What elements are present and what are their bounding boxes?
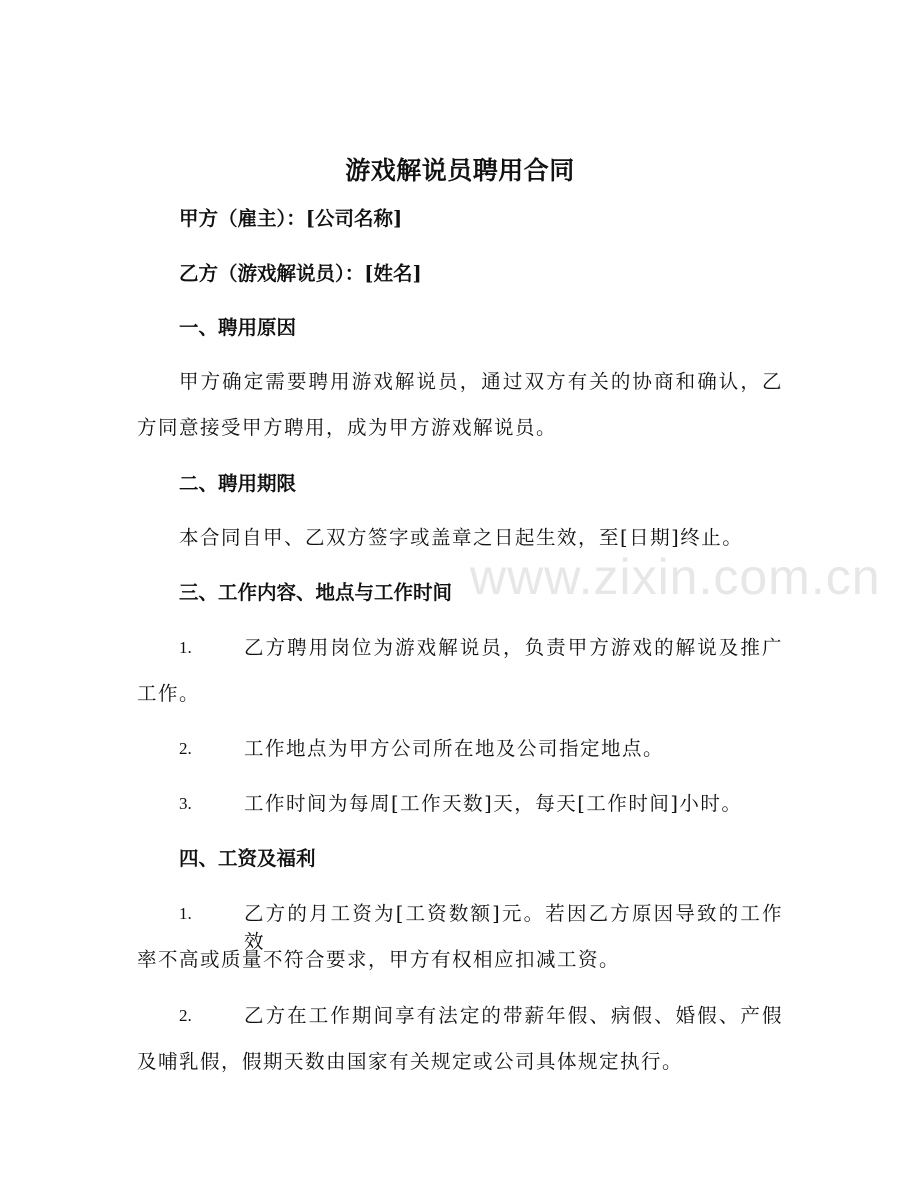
section-heading-4: 四、工资及福利 bbox=[179, 847, 316, 870]
list-item-text-line-1: 工作时间为每周[工作天数]天，每天[工作时间]小时。 bbox=[244, 792, 743, 815]
list-item-text-line-1: 乙方的月工资为[工资数额]元。若因乙方原因导致的工作效 bbox=[244, 902, 783, 953]
party-b: 乙方（游戏解说员）：[姓名] bbox=[179, 262, 422, 285]
list-item-number: 1. bbox=[179, 904, 192, 923]
list-item-text-line-2: 率不高或质量不符合要求，甲方有权相应扣减工资。 bbox=[137, 948, 621, 971]
watermark: www.zixin.com.cn bbox=[470, 549, 881, 605]
list-item-text-line-1: 乙方在工作期间享有法定的带薪年假、病假、婚假、产假 bbox=[244, 1004, 783, 1027]
section-heading-2: 二、聘用期限 bbox=[179, 472, 297, 495]
party-a: 甲方（雇主）：[公司名称] bbox=[179, 207, 403, 230]
list-item-text-line-2: 及哺乳假，假期天数由国家有关规定或公司具体规定执行。 bbox=[137, 1050, 684, 1073]
section-heading-3: 三、工作内容、地点与工作时间 bbox=[179, 581, 453, 604]
list-item-text-line-1: 工作地点为甲方公司所在地及公司指定地点。 bbox=[244, 737, 665, 760]
list-item-number: 3. bbox=[179, 794, 192, 813]
list-item-number: 2. bbox=[179, 1006, 192, 1025]
list-item-number: 2. bbox=[179, 739, 192, 758]
section-1-paragraph-line-2: 方同意接受甲方聘用，成为甲方游戏解说员。 bbox=[137, 416, 558, 439]
list-item-number: 1. bbox=[179, 638, 192, 657]
list-item-text-line-2: 工作。 bbox=[137, 682, 201, 705]
section-2-paragraph: 本合同自甲、乙双方签字或盖章之日起生效，至[日期]终止。 bbox=[179, 526, 744, 549]
section-heading-1: 一、聘用原因 bbox=[179, 316, 297, 339]
list-item-text-line-1: 乙方聘用岗位为游戏解说员，负责甲方游戏的解说及推广 bbox=[244, 636, 783, 659]
document-title: 游戏解说员聘用合同 bbox=[345, 156, 575, 185]
section-1-paragraph-line-1: 甲方确定需要聘用游戏解说员，通过双方有关的协商和确认，乙 bbox=[179, 370, 783, 393]
